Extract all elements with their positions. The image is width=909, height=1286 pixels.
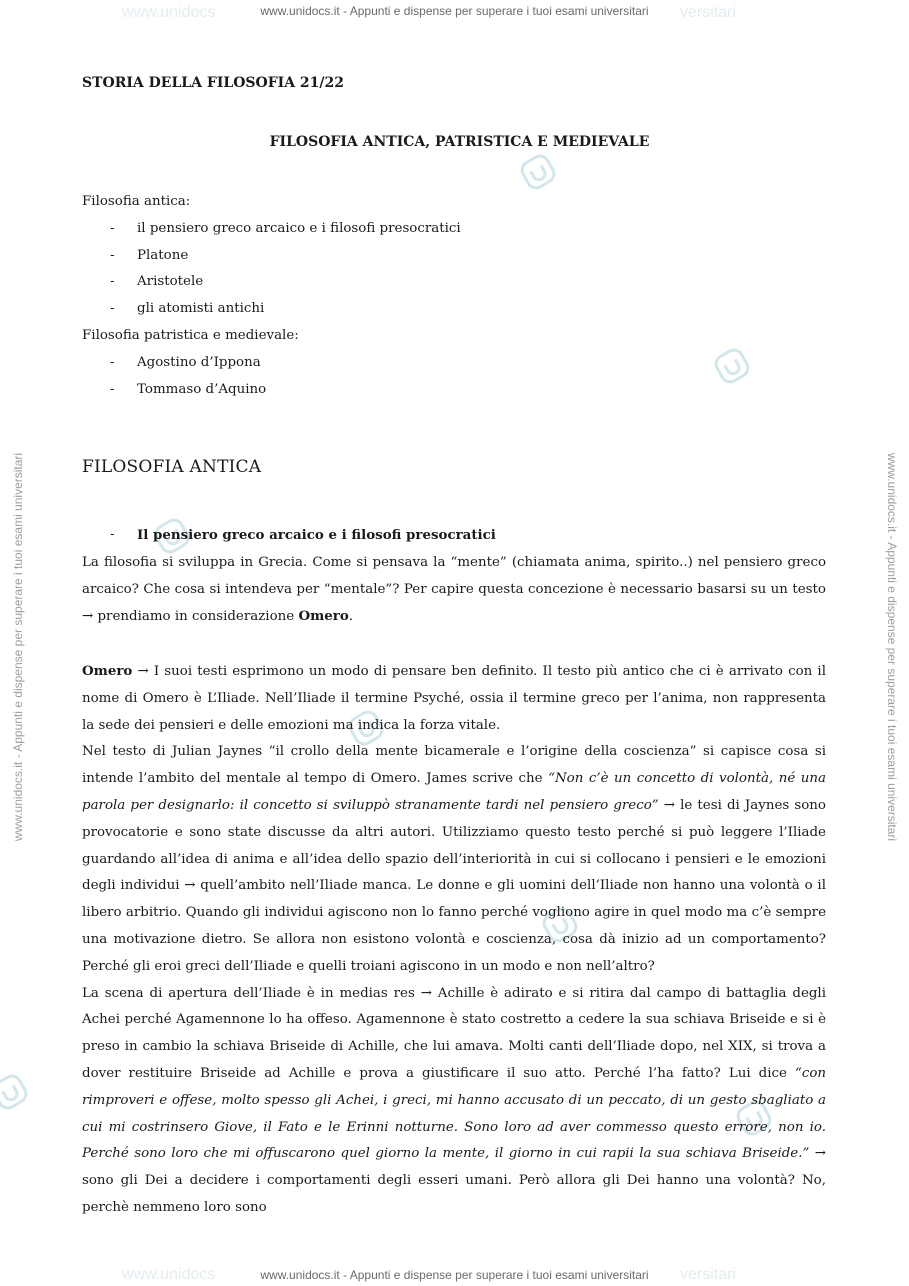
paragraph-text: . [348, 609, 354, 625]
section-heading: FILOSOFIA ANTICA [82, 457, 262, 477]
subsection-heading-text: Il pensiero greco arcaico e i filosofi presocratici [137, 527, 496, 543]
watermark-right: www.unidocs.it - Appunti e dispense per superare i tuoi esami universitari [885, 452, 899, 842]
unidocs-logo-icon [0, 1072, 30, 1112]
unidocs-logo-icon [518, 152, 558, 192]
unidocs-logo-icon [712, 346, 752, 386]
watermark-top: www.unidocs.it - Appunti e dispense per superare i tuoi esami universitari [260, 4, 649, 18]
paragraph-text: Nel testo di Julian Jaynes “il crollo della mente bicamerale e l’origine della coscienza” si capisce cosa si intende l’ambito del mentale al tempo di Omero. James scrive che [82, 744, 826, 787]
paragraph-bold: Omero [298, 608, 349, 625]
watermark-ghost-top-left: www.unidocs [122, 4, 216, 21]
paragraph-text: → sono gli Dei a decidere i comportamenti degli esseri umani. Però allora gli Dei hanno una volontà? No, perchè nemmeno loro sono [82, 1146, 826, 1215]
paragraph-quote: “Non c’è un concetto di volontà, né una parola per designarlo: il concetto si sviluppò stranamente tardi nel pensiero greco” [82, 771, 826, 813]
outline-list [82, 189, 461, 403]
paragraph-1 [82, 550, 826, 631]
outline-group-label: Filosofia patristica e medievale: [82, 327, 299, 343]
paragraph-text: → le tesi di Jaynes sono provocatorie e sono state discusse da altri autori. Utilizziamo questo testo perché si può leggere l’Iliade guardando all’idea di anima e all’idea dello spazio dell’interiorità in cui si collocano i pensieri e le emozioni degli individui → quell’ambito nell’Iliade manca. Le donne e gli uomini dell’Iliade non hanno una volontà o il libero arbitrio. Quando gli individui agiscono non lo fanno perché vogliono agire in quel modo ma c’è sempre una motivazione dietro. Se allora non esistono volontà e coscienza, cosa dà inizio ad un comportamento? Perché gli eroi greci dell’Iliade e quelli troiani agiscono in un modo e non nell’altro? [82, 797, 826, 974]
watermark-bottom: www.unidocs.it - Appunti e dispense per superare i tuoi esami universitari [260, 1268, 649, 1282]
list-item: - Tommaso d’Aquino [82, 377, 461, 404]
watermark-ghost-bottom-right: versitari [680, 1266, 737, 1283]
paragraph-4 [82, 981, 826, 1222]
outline-group-label: Filosofia antica: [82, 194, 191, 209]
paragraph-quote: “con rimproveri e offese, molto spesso gli Achei, i greci, mi hanno accusato di un peccato, di un gesto sbagliato a cui mi costrinsero Giove, il Fato e le Erinni notturne. Sono loro ad aver commesso questo errore, non io. Perché sono loro che mi offuscarono quel giorno la mente, il giorno in cui rapii la sua schiava Briseide.” [82, 1065, 826, 1162]
paragraph-bold: Omero [82, 662, 133, 679]
watermark-left: www.unidocs.it - Appunti e dispense per superare i tuoi esami universitari [11, 452, 25, 842]
paragraph-2 [82, 658, 826, 739]
list-item: - il pensiero greco arcaico e i filosofi presocratici [82, 216, 461, 243]
subsection-heading [82, 522, 826, 550]
list-item: - gli atomisti antichi [82, 296, 461, 323]
paragraph-text: → I suoi testi esprimono un modo di pensare ben definito. Il testo più antico che ci è arrivato con il nome di Omero è L’Iliade. Nell’Iliade il termine Psyché, ossia il termine greco per l’anima, non rappresenta la sede dei pensieri e delle emozioni ma indica la forza vitale. [82, 663, 826, 733]
document-subtitle: FILOSOFIA ANTICA, PATRISTICA E MEDIEVALE [269, 134, 650, 150]
paragraph-text: La scena di apertura dell’Iliade è in medias res → Achille è adirato e si ritira dal campo di battaglia degli Achei perché Agamennone lo ha offeso. Agamennone è stato costretto a cedere la sua schiava Briseide e si è preso in cambio la schiava Briseide di Achille, che lui amava. Molti canti dell’Iliade dopo, nel XIX, si trova a dover restituire Briseide ad Achille e prova a giustificare il suo atto. Perché l’ha fatto? Lui dice [82, 985, 826, 1081]
list-item: - Agostino d’Ippona [82, 350, 461, 377]
watermark-ghost-bottom-left: www.unidocs [122, 1266, 216, 1283]
list-item: - Aristotele [82, 269, 461, 296]
paragraph-3 [82, 739, 826, 980]
watermark-ghost-top-right: versitari [680, 4, 737, 21]
list-item: - Platone [82, 243, 461, 270]
document-title: STORIA DELLA FILOSOFIA 21/22 [82, 75, 345, 91]
paragraph-text: La filosofia si sviluppa in Grecia. Come si pensava la “mente” (chiamata anima, spirito..) nel pensiero greco arcaico? Che cosa si intendeva per “mentale”? Per capire questa concezione è necessario basarsi su un testo → prendiamo in considerazione [82, 554, 826, 625]
body-text [82, 522, 826, 1222]
